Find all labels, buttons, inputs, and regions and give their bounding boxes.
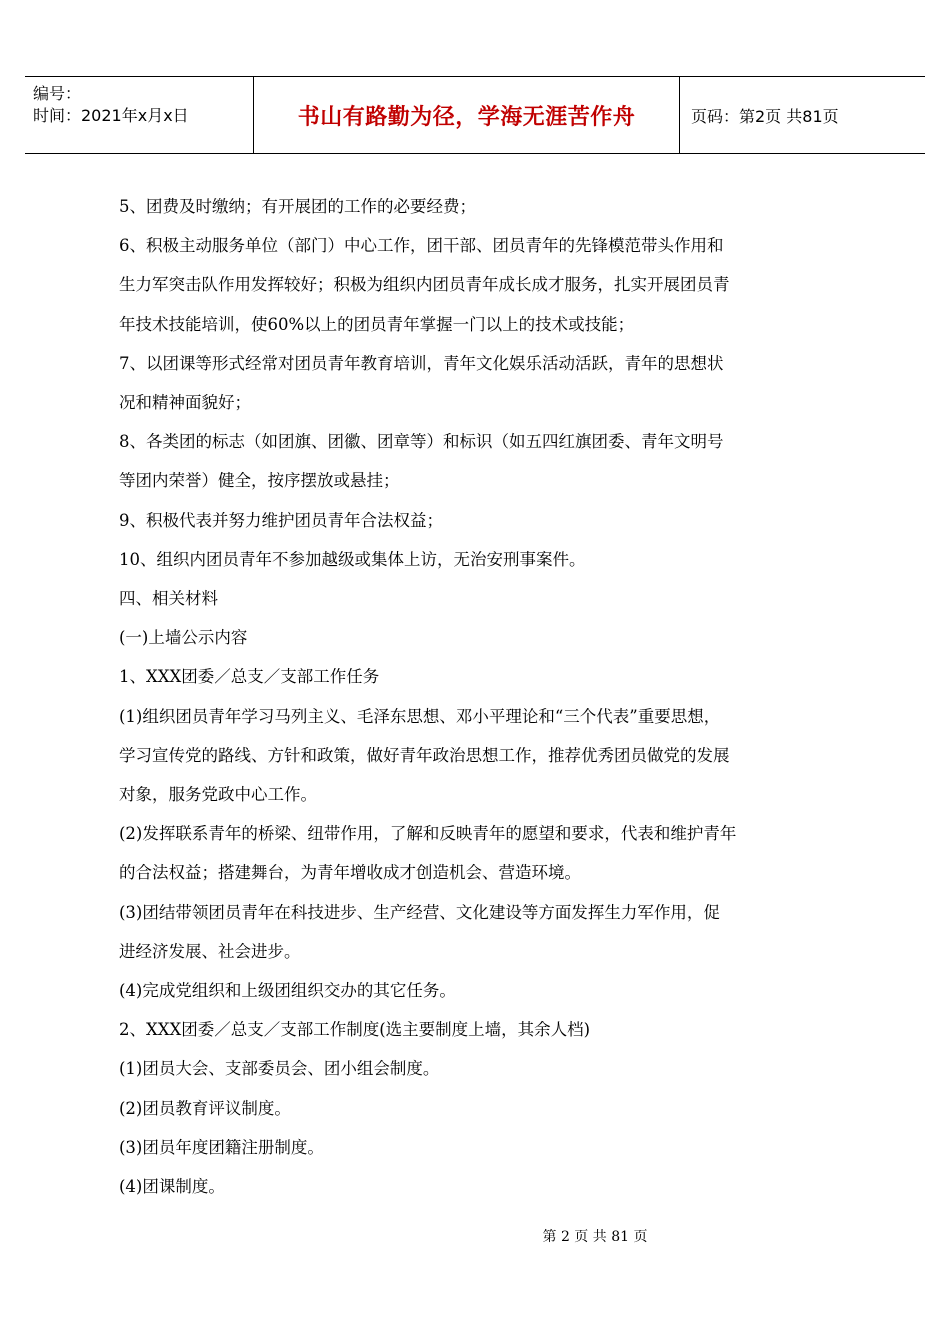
header-page-info: 页码：第2页 共81页 xyxy=(691,106,839,126)
body-line: 10、组织内团员青年不参加越级或集体上访，无治安刑事案件。 xyxy=(119,549,586,569)
body-line: 7、以团课等形式经常对团员青年教育培训，青年文化娱乐活动活跃，青年的思想状 xyxy=(119,353,724,373)
body-line: (3)团结带领团员青年在科技进步、生产经营、文化建设等方面发挥生力军作用，促 xyxy=(119,902,720,922)
body-line: 8、各类团的标志（如团旗、团徽、团章等）和标识（如五四红旗团委、青年文明号 xyxy=(119,432,724,452)
date-label: 时间：2021年x月x日 xyxy=(33,106,189,125)
document-body xyxy=(119,187,835,1206)
body-line: 生力军突击队作用发挥较好；积极为组织内团员青年成长成才服务，扎实开展团员青 xyxy=(119,275,730,295)
body-line: (1)团员大会、支部委员会、团小组会制度。 xyxy=(119,1059,440,1079)
body-line: 6、积极主动服务单位（部门）中心工作，团干部、团员青年的先锋模范带头作用和 xyxy=(119,236,724,256)
body-line: 进经济发展、社会进步。 xyxy=(119,941,301,961)
body-line: 的合法权益；搭建舞台，为青年增收成才创造机会、营造环境。 xyxy=(119,863,581,883)
header-divider-right xyxy=(679,77,680,153)
body-line: 等团内荣誉）健全，按序摆放或悬挂； xyxy=(119,471,400,491)
header-meta xyxy=(33,83,189,127)
body-line: 2、XXX团委／总支／支部工作制度(选主要制度上墙，其余人档) xyxy=(119,1020,591,1040)
body-line: (2)发挥联系青年的桥梁、纽带作用，了解和反映青年的愿望和要求，代表和维护青年 xyxy=(119,824,737,844)
page-footer: 第 2 页 共 81 页 xyxy=(542,1229,648,1245)
serial-number-label: 编号： xyxy=(33,84,82,103)
body-line: (3)团员年度团籍注册制度。 xyxy=(119,1137,324,1157)
page-header xyxy=(25,76,925,154)
header-motto: 书山有路勤为径，学海无涯苦作舟 xyxy=(297,104,636,130)
body-line: 9、积极代表并努力维护团员青年合法权益； xyxy=(119,510,443,530)
body-line: (4)完成党组织和上级团组织交办的其它任务。 xyxy=(119,981,456,1001)
body-line: (2)团员教育评议制度。 xyxy=(119,1098,291,1118)
subsection-heading: (一)上墙公示内容 xyxy=(119,628,248,648)
body-line: (1)组织团员青年学习马列主义、毛泽东思想、邓小平理论和“三个代表”重要思想， xyxy=(119,706,721,726)
body-line: 况和精神面貌好； xyxy=(119,393,251,413)
body-line: (4)团课制度。 xyxy=(119,1177,225,1197)
body-line: 年技术技能培训，使60%以上的团员青年掌握一门以上的技术或技能； xyxy=(119,314,635,334)
body-line: 5、团费及时缴纳；有开展团的工作的必要经费； xyxy=(119,197,476,216)
body-line: 学习宣传党的路线、方针和政策，做好青年政治思想工作，推荐优秀团员做党的发展 xyxy=(119,745,730,765)
section-heading: 四、相关材料 xyxy=(119,589,218,609)
body-line: 对象，服务党政中心工作。 xyxy=(119,785,317,805)
body-line: 1、XXX团委／总支／支部工作任务 xyxy=(119,667,380,687)
